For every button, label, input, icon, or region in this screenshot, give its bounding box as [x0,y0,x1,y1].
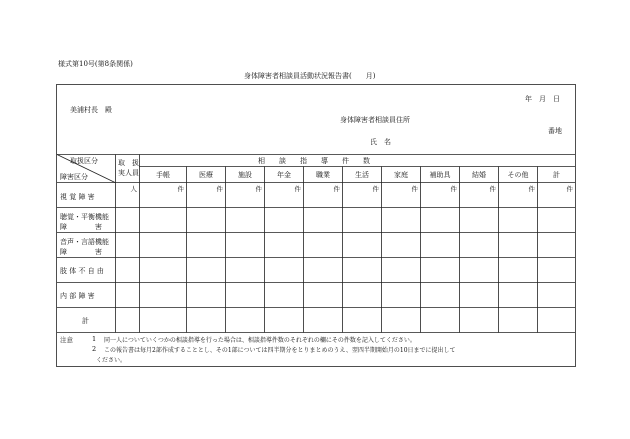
col-header-sonota: その他 [507,170,529,179]
unit-cases: 件 [372,185,379,193]
unit-cases: 件 [411,185,418,193]
addressee: 美浦村長 殿 [70,106,112,114]
unit-cases: 件 [294,185,301,193]
header-persons-line2: 実人員 [118,169,139,177]
unit-cases: 件 [255,185,262,193]
note2-text-cont: ください。 [96,357,127,364]
row-label-physical: 肢 体 不 自 由 [60,267,104,275]
header-category: 取扱区分 [70,157,98,165]
note2-text: この報告書は毎月2部作成することとし、その1部については四半期分をとりまとめのうえ、翌四半期開始月の10日までに提出して [104,347,456,354]
col-header-katei: 家庭 [394,170,408,179]
note2-number: 2 [92,345,97,353]
col-header-shokugyo: 職業 [316,170,330,179]
unit-cases: 件 [528,185,535,193]
col-header-shisetsu: 施設 [238,170,252,179]
date-label: 年 月 日 [525,95,560,103]
reporter-lot-label: 番地 [548,127,562,135]
unit-cases: 件 [489,185,496,193]
page-title: 身体障害者相談員活動状況報告書( 月) [244,72,376,80]
notes-label: 注意 [60,336,73,344]
col-header-hojogu: 補助具 [429,170,451,179]
col-header-seikatsu: 生活 [355,170,369,179]
col-header-nenkin: 年金 [277,170,291,179]
row-label-hearing-line2: 障 害 [60,223,102,231]
unit-cases: 件 [333,185,340,193]
unit-cases: 件 [177,185,184,193]
row-label-speech-line1: 音声・言語機能 [60,238,109,246]
row-label-hearing-line1: 聴覚・平衡機能 [60,213,109,221]
form-number: 様式第10号(第8条関係) [58,60,133,68]
reporter-address-label: 身体障害者相談員住所 [340,116,410,124]
row-label-speech-line2: 障 害 [60,248,102,256]
header-persons-line1: 取 扱 [118,159,139,167]
unit-cases: 件 [216,185,223,193]
col-header-kekkon: 結婚 [472,170,486,179]
row-label-total: 計 [82,317,89,325]
unit-cases: 件 [450,185,457,193]
col-header-iryo: 医療 [199,170,213,179]
col-header-kei: 計 [553,170,560,179]
header-disability: 障害区分 [60,173,88,181]
reporter-name-label: 氏 名 [370,138,391,146]
note1-number: 1 [92,335,97,343]
note1-text: 同一人についていくつかの相談指導を行った場合は、相談指導件数のそれぞれの欄にその件数を記入してください。 [104,337,416,344]
col-header-techo: 手帳 [156,170,170,179]
row-label-visual: 視 覚 障 害 [60,193,95,201]
header-consult: 相 談 指 導 件 数 [258,157,370,165]
unit-persons: 人 [130,185,137,193]
row-label-internal: 内 部 障 害 [60,292,95,300]
unit-cases: 件 [566,185,573,193]
